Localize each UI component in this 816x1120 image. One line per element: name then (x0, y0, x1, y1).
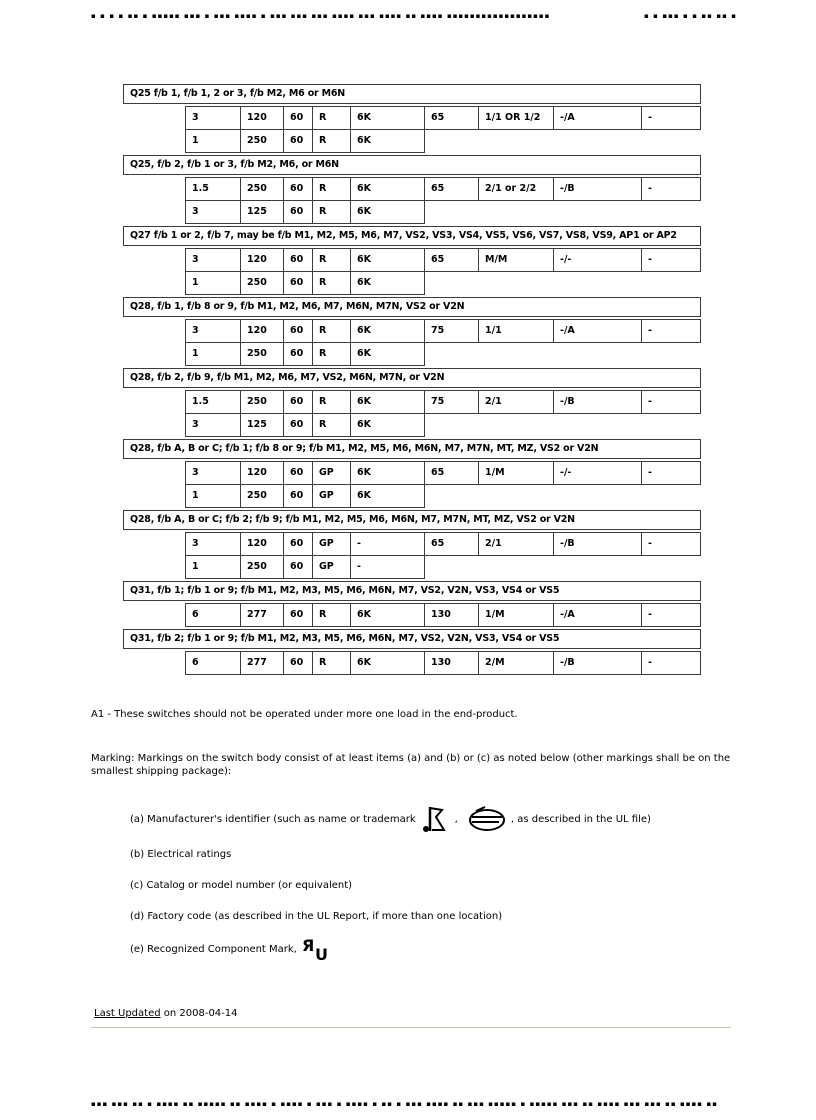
table-cell: - (641, 390, 701, 414)
table-cell: 65 (424, 248, 479, 272)
table-cell: 6K (350, 271, 425, 295)
table-row (185, 342, 701, 366)
marking-item-a (130, 804, 651, 834)
manufacturer-trademark-2-icon (466, 805, 506, 833)
table-cell: -/B (553, 177, 642, 201)
table-cell: 6 (185, 603, 241, 627)
table-cell: 65 (424, 461, 479, 485)
table-cell: 6K (350, 177, 425, 201)
table-cell: 2/1 (478, 390, 554, 414)
svg-text:U: U (314, 945, 328, 962)
table-cell: -/A (553, 319, 642, 343)
table-cell: 120 (240, 319, 284, 343)
table-cell: 3 (185, 461, 241, 485)
table-cell: - (641, 248, 701, 272)
table-cell: 1 (185, 129, 241, 153)
item-a-text: (a) Manufacturer's identifier (such as name or trademark (130, 813, 416, 825)
table-cell: 1 (185, 271, 241, 295)
table-cell: R (312, 106, 351, 130)
table-cell: 3 (185, 106, 241, 130)
table-cell: 120 (240, 532, 284, 556)
table-rows (185, 319, 701, 366)
table-cell: M/M (478, 248, 554, 272)
table-cell: 6K (350, 603, 425, 627)
table-cell: 6K (350, 106, 425, 130)
redacted-text-top-left: ▪ ▪ ▪ ▪ ▪▪ ▪ ▪▪▪▪▪ ▪▪▪ ▪ ▪▪▪ ▪▪▪▪ ▪ ▪▪▪ ▪▪▪ ▪▪▪ ▪▪▪▪ ▪▪▪ ▪▪▪▪ ▪▪ ▪▪▪▪ ▪▪▪▪▪▪▪▪▪▪▪▪▪▪▪▪▪▪ (91, 12, 551, 20)
last-updated-date: on 2008-04-14 (160, 1008, 238, 1019)
table-cell: R (312, 248, 351, 272)
table-cell: 1 (185, 555, 241, 579)
ratings-tables (123, 84, 701, 677)
table-cell: - (641, 461, 701, 485)
table-cell: 60 (283, 177, 313, 201)
table-cell: 65 (424, 177, 479, 201)
table-cell: 3 (185, 319, 241, 343)
table-row (185, 651, 701, 675)
table-cell: 2/M (478, 651, 554, 675)
table-cell: -/B (553, 390, 642, 414)
table-cell: 60 (283, 319, 313, 343)
marking-item-d: (d) Factory code (as described in the UL Report, if more than one location) (130, 911, 503, 922)
table-cell: 3 (185, 413, 241, 437)
table-group-header: Q31, f/b 2; f/b 1 or 9; f/b M1, M2, M3, M5, M6, M6N, M7, VS2, V2N, VS3, VS4 or VS5 (123, 629, 701, 649)
table-cell: - (641, 603, 701, 627)
table-cell: 60 (283, 106, 313, 130)
table-cell: 277 (240, 651, 284, 675)
table-cell: GP (312, 484, 351, 508)
table-cell: - (641, 106, 701, 130)
marking-item-c: (c) Catalog or model number (or equivalent) (130, 880, 353, 891)
redacted-text-top-right: ▪ ▪ ▪▪▪ ▪ ▪ ▪▪ ▪▪ ▪ (644, 12, 737, 20)
table-cell: -/B (553, 532, 642, 556)
table-cell: 60 (283, 532, 313, 556)
table-row (185, 177, 701, 201)
table-cell: 2/1 or 2/2 (478, 177, 554, 201)
table-cell: R (312, 342, 351, 366)
table-cell: 120 (240, 461, 284, 485)
ul-recognized-component-mark-icon (302, 936, 332, 962)
table-cell: 65 (424, 106, 479, 130)
svg-text:Я: Я (301, 936, 315, 955)
last-updated-link[interactable]: Last Updated (94, 1008, 161, 1019)
table-cell: -/A (553, 106, 642, 130)
table-rows (185, 106, 701, 153)
table-cell: 6 (185, 651, 241, 675)
table-group-header: Q31, f/b 1; f/b 1 or 9; f/b M1, M2, M3, M5, M6, M6N, M7, VS2, V2N, VS3, VS4 or VS5 (123, 581, 701, 601)
table-cell: 1 (185, 484, 241, 508)
table-cell: 6K (350, 484, 425, 508)
table-cell: 125 (240, 200, 284, 224)
table-cell: 60 (283, 603, 313, 627)
table-cell: - (641, 532, 701, 556)
table-cell: 277 (240, 603, 284, 627)
table-cell: 60 (283, 342, 313, 366)
table-cell: 250 (240, 342, 284, 366)
table-cell: -/- (553, 461, 642, 485)
table-group-header: Q28, f/b A, B or C; f/b 2; f/b 9; f/b M1, M2, M5, M6, M6N, M7, M7N, MT, MZ, VS2 or V2N (123, 510, 701, 530)
table-cell: GP (312, 555, 351, 579)
table-row (185, 129, 701, 153)
table-cell: 60 (283, 413, 313, 437)
table-cell: 2/1 (478, 532, 554, 556)
table-group-header: Q25, f/b 2, f/b 1 or 3, f/b M2, M6, or M6N (123, 155, 701, 175)
table-cell: -/B (553, 651, 642, 675)
table-row (185, 461, 701, 485)
table-cell: R (312, 271, 351, 295)
table-cell: 1/1 (478, 319, 554, 343)
table-cell: - (641, 177, 701, 201)
table-cell: 60 (283, 555, 313, 579)
table-cell: 60 (283, 484, 313, 508)
table-cell: - (350, 532, 425, 556)
table-cell: 60 (283, 248, 313, 272)
table-group-header: Q28, f/b A, B or C; f/b 1; f/b 8 or 9; f/b M1, M2, M5, M6, M6N, M7, M7N, MT, MZ, VS2 or V2N (123, 439, 701, 459)
last-updated (94, 1008, 238, 1019)
table-cell: R (312, 603, 351, 627)
table-cell: 130 (424, 651, 479, 675)
table-row (185, 248, 701, 272)
table-cell: 6K (350, 651, 425, 675)
table-group-header: Q28, f/b 1, f/b 8 or 9, f/b M1, M2, M6, M7, M6N, M7N, VS2 or V2N (123, 297, 701, 317)
table-row (185, 390, 701, 414)
table-cell: R (312, 177, 351, 201)
table-cell: -/- (553, 248, 642, 272)
table-cell: 1/M (478, 603, 554, 627)
table-cell: 75 (424, 319, 479, 343)
table-cell: 6K (350, 413, 425, 437)
table-rows (185, 461, 701, 508)
marking-item-e (130, 936, 337, 962)
table-cell: 250 (240, 484, 284, 508)
table-rows (185, 248, 701, 295)
footnote-a1: A1 - These switches should not be operated under more one load in the end-product. (91, 709, 518, 720)
table-cell: 120 (240, 106, 284, 130)
table-group-header: Q27 f/b 1 or 2, f/b 7, may be f/b M1, M2, M5, M6, M7, VS2, VS3, VS4, VS5, VS6, VS7, VS8, VS9, AP1 or AP2 (123, 226, 701, 246)
table-cell: GP (312, 461, 351, 485)
table-cell: 65 (424, 532, 479, 556)
table-cell: 6K (350, 200, 425, 224)
table-cell: 60 (283, 271, 313, 295)
table-cell: R (312, 200, 351, 224)
table-group-header: Q28, f/b 2, f/b 9, f/b M1, M2, M6, M7, VS2, M6N, M7N, or V2N (123, 368, 701, 388)
table-cell: - (641, 651, 701, 675)
table-cell: 6K (350, 129, 425, 153)
table-cell: 60 (283, 390, 313, 414)
table-cell: 250 (240, 177, 284, 201)
table-cell: - (641, 319, 701, 343)
table-row (185, 106, 701, 130)
table-cell: R (312, 651, 351, 675)
table-row (185, 413, 701, 437)
table-cell: 250 (240, 390, 284, 414)
table-cell: 6K (350, 461, 425, 485)
table-cell: 1/M (478, 461, 554, 485)
marking-intro: Marking: Markings on the switch body consist of at least items (a) and (b) or (c) as noted below (other markings shall be on the smallest shipping package): (91, 753, 731, 777)
table-row (185, 532, 701, 556)
redacted-header (91, 12, 737, 20)
table-cell: R (312, 413, 351, 437)
table-cell: 130 (424, 603, 479, 627)
redacted-footer-text: ▪▪▪ ▪▪▪ ▪▪ ▪ ▪▪▪▪ ▪▪ ▪▪▪▪▪ ▪▪ ▪▪▪▪ ▪ ▪▪▪▪ ▪ ▪▪▪ ▪ ▪▪▪▪ ▪ ▪▪ ▪ ▪▪▪ ▪▪▪▪ ▪▪ ▪▪▪ ▪▪▪▪▪ ▪ ▪▪▪▪▪ ▪▪▪ ▪▪ ▪▪▪▪ ▪▪▪ ▪▪▪ ▪▪ ▪▪▪▪ ▪▪ (91, 1100, 718, 1108)
table-cell: 60 (283, 461, 313, 485)
table-group-header: Q25 f/b 1, f/b 1, 2 or 3, f/b M2, M6 or M6N (123, 84, 701, 104)
table-rows (185, 390, 701, 437)
table-cell: R (312, 390, 351, 414)
item-a-text-end: , as described in the UL file) (510, 813, 651, 825)
table-cell: -/A (553, 603, 642, 627)
table-cell: 6K (350, 248, 425, 272)
table-cell: 1.5 (185, 390, 241, 414)
table-rows (185, 532, 701, 579)
table-cell: 60 (283, 200, 313, 224)
table-cell: R (312, 129, 351, 153)
table-cell: 125 (240, 413, 284, 437)
item-e-text: (e) Recognized Component Mark, (130, 943, 297, 955)
marking-item-b: (b) Electrical ratings (130, 849, 232, 860)
table-cell: 60 (283, 129, 313, 153)
table-cell: 3 (185, 200, 241, 224)
table-cell: 6K (350, 319, 425, 343)
table-cell: 75 (424, 390, 479, 414)
table-rows (185, 177, 701, 224)
table-row (185, 484, 701, 508)
table-cell: GP (312, 532, 351, 556)
horizontal-rule (91, 1027, 731, 1028)
table-cell: 250 (240, 271, 284, 295)
table-cell: R (312, 319, 351, 343)
item-a-comma: , (454, 813, 458, 825)
table-cell: 3 (185, 248, 241, 272)
table-cell: 6K (350, 390, 425, 414)
table-row (185, 603, 701, 627)
table-row (185, 200, 701, 224)
table-cell: - (350, 555, 425, 579)
table-row (185, 319, 701, 343)
table-row (185, 555, 701, 579)
table-cell: 60 (283, 651, 313, 675)
table-cell: 250 (240, 129, 284, 153)
table-rows (185, 603, 701, 627)
table-cell: 250 (240, 555, 284, 579)
manufacturer-trademark-1-icon (421, 804, 447, 834)
table-cell: 6K (350, 342, 425, 366)
table-cell: 120 (240, 248, 284, 272)
table-cell: 1/1 OR 1/2 (478, 106, 554, 130)
table-cell: 1 (185, 342, 241, 366)
table-cell: 1.5 (185, 177, 241, 201)
table-row (185, 271, 701, 295)
table-cell: 3 (185, 532, 241, 556)
table-rows (185, 651, 701, 675)
